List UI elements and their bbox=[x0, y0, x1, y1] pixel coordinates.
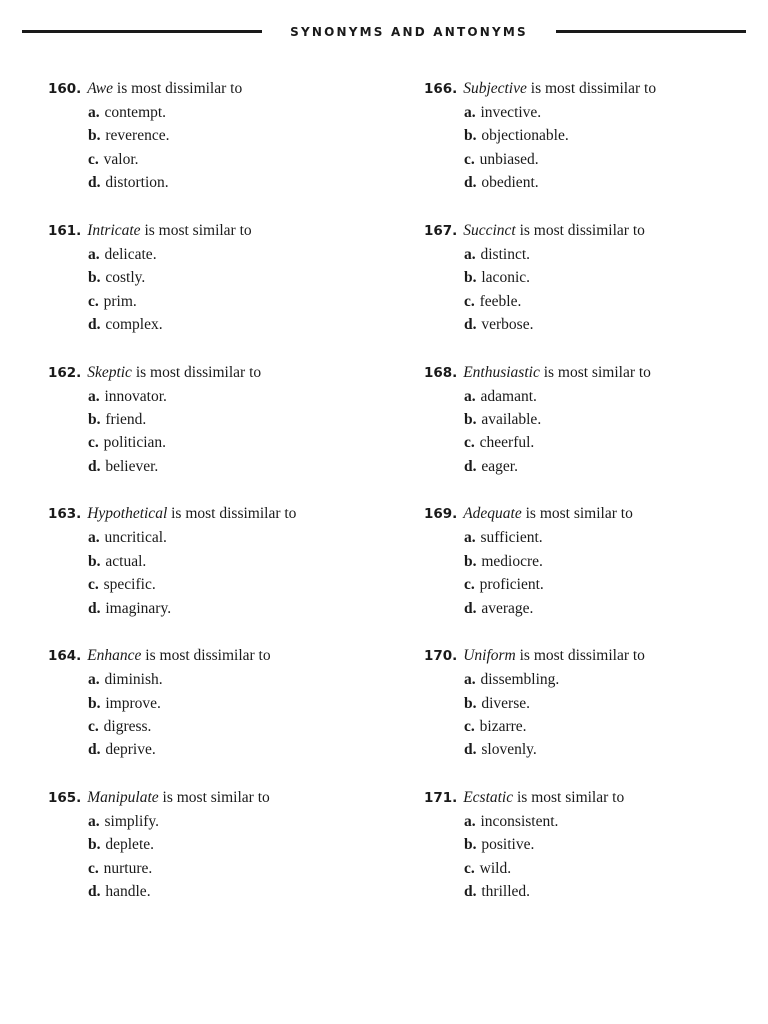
option-letter: a. bbox=[464, 671, 476, 689]
answer-option bbox=[464, 573, 754, 596]
answer-options bbox=[48, 101, 398, 195]
answer-options bbox=[48, 385, 398, 479]
question-number: 160. bbox=[48, 81, 82, 97]
answer-option bbox=[88, 526, 398, 549]
answer-option bbox=[88, 290, 398, 313]
option-letter: d. bbox=[88, 457, 101, 475]
option-text: valor. bbox=[103, 150, 139, 168]
answer-option bbox=[464, 692, 754, 715]
option-letter: b. bbox=[88, 411, 101, 428]
option-letter: d. bbox=[464, 174, 477, 192]
question-item bbox=[48, 220, 398, 362]
option-text: positive. bbox=[481, 836, 535, 854]
answer-options bbox=[48, 243, 398, 337]
answer-option bbox=[88, 833, 398, 856]
question-number: 170. bbox=[424, 648, 458, 665]
option-letter: c. bbox=[88, 292, 99, 310]
question-prompt: is most dissimilar to bbox=[135, 363, 262, 381]
question-number: 161. bbox=[48, 222, 82, 239]
question-prompt: is most similar to bbox=[144, 221, 252, 239]
option-text: inconsistent. bbox=[480, 812, 559, 830]
question-stem bbox=[424, 645, 754, 668]
header-rule-right bbox=[556, 30, 746, 33]
answer-option bbox=[88, 597, 398, 620]
option-text: dissembling. bbox=[480, 671, 560, 689]
question-item bbox=[48, 362, 398, 504]
question-word: Awe bbox=[87, 80, 114, 97]
question-number: 168. bbox=[424, 364, 458, 381]
option-letter: a. bbox=[464, 529, 476, 547]
option-text: diverse. bbox=[481, 694, 531, 712]
question-number: 162. bbox=[48, 364, 82, 381]
option-letter: b. bbox=[464, 127, 477, 145]
option-text: available. bbox=[481, 411, 542, 428]
option-letter: d. bbox=[88, 174, 101, 192]
option-letter: c. bbox=[464, 718, 475, 735]
option-text: specific. bbox=[103, 576, 156, 594]
question-prompt: is most similar to bbox=[517, 788, 625, 806]
option-text: nurture. bbox=[103, 859, 153, 877]
question-stem bbox=[424, 787, 754, 810]
answer-option bbox=[464, 668, 754, 691]
option-text: friend. bbox=[105, 411, 147, 428]
option-letter: d. bbox=[464, 457, 477, 475]
answer-options bbox=[424, 385, 754, 479]
option-letter: c. bbox=[88, 150, 99, 168]
answer-option bbox=[88, 124, 398, 147]
question-prompt: is most dissimilar to bbox=[145, 647, 271, 665]
option-text: bizarre. bbox=[479, 718, 527, 735]
answer-option bbox=[88, 692, 398, 715]
answer-option bbox=[88, 313, 398, 336]
option-letter: d. bbox=[464, 599, 477, 617]
option-letter: b. bbox=[88, 269, 101, 287]
question-item bbox=[48, 503, 398, 645]
answer-option bbox=[88, 455, 398, 478]
answer-option bbox=[464, 171, 754, 194]
answer-option bbox=[464, 290, 754, 313]
answer-option bbox=[464, 880, 754, 903]
option-letter: d. bbox=[88, 599, 101, 617]
answer-option bbox=[88, 385, 398, 408]
answer-option bbox=[88, 148, 398, 171]
answer-options bbox=[48, 810, 398, 904]
answer-option bbox=[464, 810, 754, 833]
question-stem bbox=[48, 787, 398, 810]
answer-option bbox=[464, 243, 754, 266]
option-letter: a. bbox=[464, 245, 476, 263]
option-letter: a. bbox=[88, 104, 100, 121]
question-number: 163. bbox=[48, 506, 82, 523]
answer-option bbox=[88, 668, 398, 691]
question-prompt: is most similar to bbox=[162, 788, 270, 806]
answer-option bbox=[88, 715, 398, 738]
option-text: objectionable. bbox=[481, 127, 569, 145]
option-letter: b. bbox=[464, 836, 477, 854]
answer-option bbox=[464, 455, 754, 478]
option-text: eager. bbox=[481, 457, 518, 475]
option-text: invective. bbox=[480, 104, 542, 121]
answer-option bbox=[464, 266, 754, 289]
answer-options bbox=[424, 101, 754, 195]
option-letter: a. bbox=[88, 671, 100, 689]
question-number: 167. bbox=[424, 222, 458, 239]
answer-option bbox=[464, 550, 754, 573]
answer-option bbox=[464, 313, 754, 336]
question-prompt: is most dissimilar to bbox=[530, 80, 657, 97]
question-stem bbox=[48, 645, 398, 668]
answer-options bbox=[424, 810, 754, 904]
option-text: deprive. bbox=[105, 741, 156, 759]
question-word: Hypothetical bbox=[87, 505, 168, 523]
question-item bbox=[48, 787, 398, 929]
option-letter: d. bbox=[88, 316, 101, 334]
option-text: obedient. bbox=[481, 174, 539, 192]
answer-option bbox=[88, 573, 398, 596]
question-prompt: is most similar to bbox=[525, 505, 633, 523]
option-letter: b. bbox=[464, 269, 477, 287]
question-item bbox=[424, 787, 754, 929]
answer-option bbox=[464, 526, 754, 549]
question-prompt: is most dissimilar to bbox=[519, 221, 645, 239]
question-number: 165. bbox=[48, 789, 82, 806]
answer-option bbox=[88, 243, 398, 266]
question-word: Manipulate bbox=[87, 788, 159, 806]
question-stem bbox=[424, 220, 754, 243]
question-item bbox=[48, 645, 398, 787]
option-letter: c. bbox=[464, 859, 475, 877]
answer-option bbox=[464, 715, 754, 738]
question-word: Adequate bbox=[463, 505, 522, 523]
option-letter: b. bbox=[88, 552, 101, 570]
option-letter: a. bbox=[464, 812, 476, 830]
option-letter: b. bbox=[464, 411, 477, 428]
option-letter: c. bbox=[464, 434, 475, 452]
option-text: believer. bbox=[105, 457, 159, 475]
answer-option bbox=[88, 550, 398, 573]
answer-option bbox=[464, 408, 754, 431]
answer-options bbox=[424, 243, 754, 337]
option-letter: d. bbox=[464, 316, 477, 334]
question-word: Ecstatic bbox=[463, 788, 514, 806]
option-text: digress. bbox=[103, 718, 152, 735]
option-letter: a. bbox=[464, 104, 476, 121]
question-stem bbox=[48, 362, 398, 385]
option-letter: a. bbox=[88, 245, 100, 263]
option-letter: c. bbox=[88, 718, 99, 735]
option-text: costly. bbox=[105, 269, 146, 287]
option-text: reverence. bbox=[105, 127, 170, 145]
answer-option bbox=[88, 171, 398, 194]
option-text: average. bbox=[481, 599, 534, 617]
answer-option bbox=[464, 124, 754, 147]
option-letter: d. bbox=[464, 883, 477, 901]
option-letter: c. bbox=[464, 292, 475, 310]
option-letter: c. bbox=[464, 150, 475, 168]
section-title: SYNONYMS AND ANTONYMS bbox=[290, 25, 528, 39]
question-word: Succinct bbox=[463, 221, 516, 239]
question-stem bbox=[48, 220, 398, 243]
option-text: deplete. bbox=[105, 836, 155, 854]
question-word: Subjective bbox=[463, 80, 527, 97]
answer-option bbox=[88, 738, 398, 761]
option-text: mediocre. bbox=[481, 552, 543, 570]
question-prompt: is most dissimilar to bbox=[116, 80, 243, 97]
option-text: proficient. bbox=[479, 576, 544, 594]
option-letter: d. bbox=[464, 741, 477, 759]
answer-option bbox=[464, 833, 754, 856]
page-header bbox=[0, 22, 768, 42]
question-prompt: is most similar to bbox=[543, 363, 651, 381]
option-text: innovator. bbox=[104, 387, 167, 405]
header-rule-left bbox=[22, 30, 262, 33]
option-letter: c. bbox=[88, 576, 99, 594]
option-text: simplify. bbox=[104, 812, 160, 830]
option-text: uncritical. bbox=[104, 529, 167, 547]
option-text: imaginary. bbox=[105, 599, 172, 617]
answer-options bbox=[48, 668, 398, 762]
answer-option bbox=[464, 597, 754, 620]
answer-option bbox=[464, 148, 754, 171]
question-number: 171. bbox=[424, 789, 458, 806]
option-text: contempt. bbox=[104, 104, 167, 121]
option-text: distortion. bbox=[105, 174, 169, 192]
question-item bbox=[424, 503, 754, 645]
option-letter: a. bbox=[88, 387, 100, 405]
answer-option bbox=[88, 880, 398, 903]
question-word: Skeptic bbox=[87, 363, 132, 381]
question-number: 169. bbox=[424, 506, 458, 523]
answer-option bbox=[464, 857, 754, 880]
option-letter: b. bbox=[88, 127, 101, 145]
answer-option bbox=[88, 431, 398, 454]
option-letter: a. bbox=[464, 387, 476, 405]
option-letter: a. bbox=[88, 812, 100, 830]
answer-option bbox=[464, 431, 754, 454]
option-text: unbiased. bbox=[479, 150, 539, 168]
answer-option bbox=[464, 101, 754, 124]
option-text: diminish. bbox=[104, 671, 163, 689]
answer-option bbox=[464, 385, 754, 408]
option-letter: a. bbox=[88, 529, 100, 547]
option-text: verbose. bbox=[481, 316, 534, 334]
question-prompt: is most dissimilar to bbox=[519, 647, 645, 665]
question-word: Enhance bbox=[87, 647, 142, 665]
question-item bbox=[48, 78, 398, 220]
question-stem bbox=[424, 503, 754, 526]
option-text: prim. bbox=[103, 292, 137, 310]
option-letter: d. bbox=[88, 741, 101, 759]
answer-option bbox=[88, 408, 398, 431]
option-letter: b. bbox=[464, 552, 477, 570]
question-word: Uniform bbox=[463, 647, 516, 665]
option-letter: d. bbox=[88, 883, 101, 901]
option-text: feeble. bbox=[479, 292, 522, 310]
option-letter: c. bbox=[88, 859, 99, 877]
question-word: Intricate bbox=[87, 221, 141, 239]
option-text: wild. bbox=[479, 859, 512, 877]
question-item bbox=[424, 78, 754, 220]
answer-options bbox=[424, 526, 754, 620]
question-prompt: is most dissimilar to bbox=[171, 505, 297, 523]
option-letter: b. bbox=[88, 694, 101, 712]
option-text: laconic. bbox=[481, 269, 531, 287]
option-text: complex. bbox=[105, 316, 163, 334]
answer-options bbox=[48, 526, 398, 620]
question-item bbox=[424, 645, 754, 787]
option-letter: c. bbox=[464, 576, 475, 594]
answer-option bbox=[88, 857, 398, 880]
option-letter: b. bbox=[464, 694, 477, 712]
option-text: sufficient. bbox=[480, 529, 543, 547]
option-text: improve. bbox=[105, 694, 161, 712]
question-number: 164. bbox=[48, 648, 82, 665]
question-stem bbox=[424, 78, 754, 101]
left-column bbox=[48, 78, 398, 929]
question-word: Enthusiastic bbox=[463, 363, 540, 381]
option-text: slovenly. bbox=[481, 741, 537, 759]
question-item bbox=[424, 362, 754, 504]
option-text: distinct. bbox=[480, 245, 531, 263]
answer-option bbox=[88, 266, 398, 289]
answer-options bbox=[424, 668, 754, 762]
question-stem bbox=[48, 503, 398, 526]
right-column bbox=[424, 78, 754, 929]
answer-option bbox=[88, 101, 398, 124]
option-text: thrilled. bbox=[481, 883, 531, 901]
answer-option bbox=[88, 810, 398, 833]
option-letter: c. bbox=[88, 434, 99, 452]
option-letter: b. bbox=[88, 836, 101, 854]
question-stem bbox=[48, 78, 398, 101]
option-text: actual. bbox=[105, 552, 147, 570]
question-number: 166. bbox=[424, 81, 458, 97]
answer-option bbox=[464, 738, 754, 761]
option-text: politician. bbox=[103, 434, 167, 452]
option-text: cheerful. bbox=[479, 434, 535, 452]
question-item bbox=[424, 220, 754, 362]
question-stem bbox=[424, 362, 754, 385]
option-text: delicate. bbox=[104, 245, 157, 263]
option-text: adamant. bbox=[480, 387, 537, 405]
option-text: handle. bbox=[105, 883, 151, 901]
